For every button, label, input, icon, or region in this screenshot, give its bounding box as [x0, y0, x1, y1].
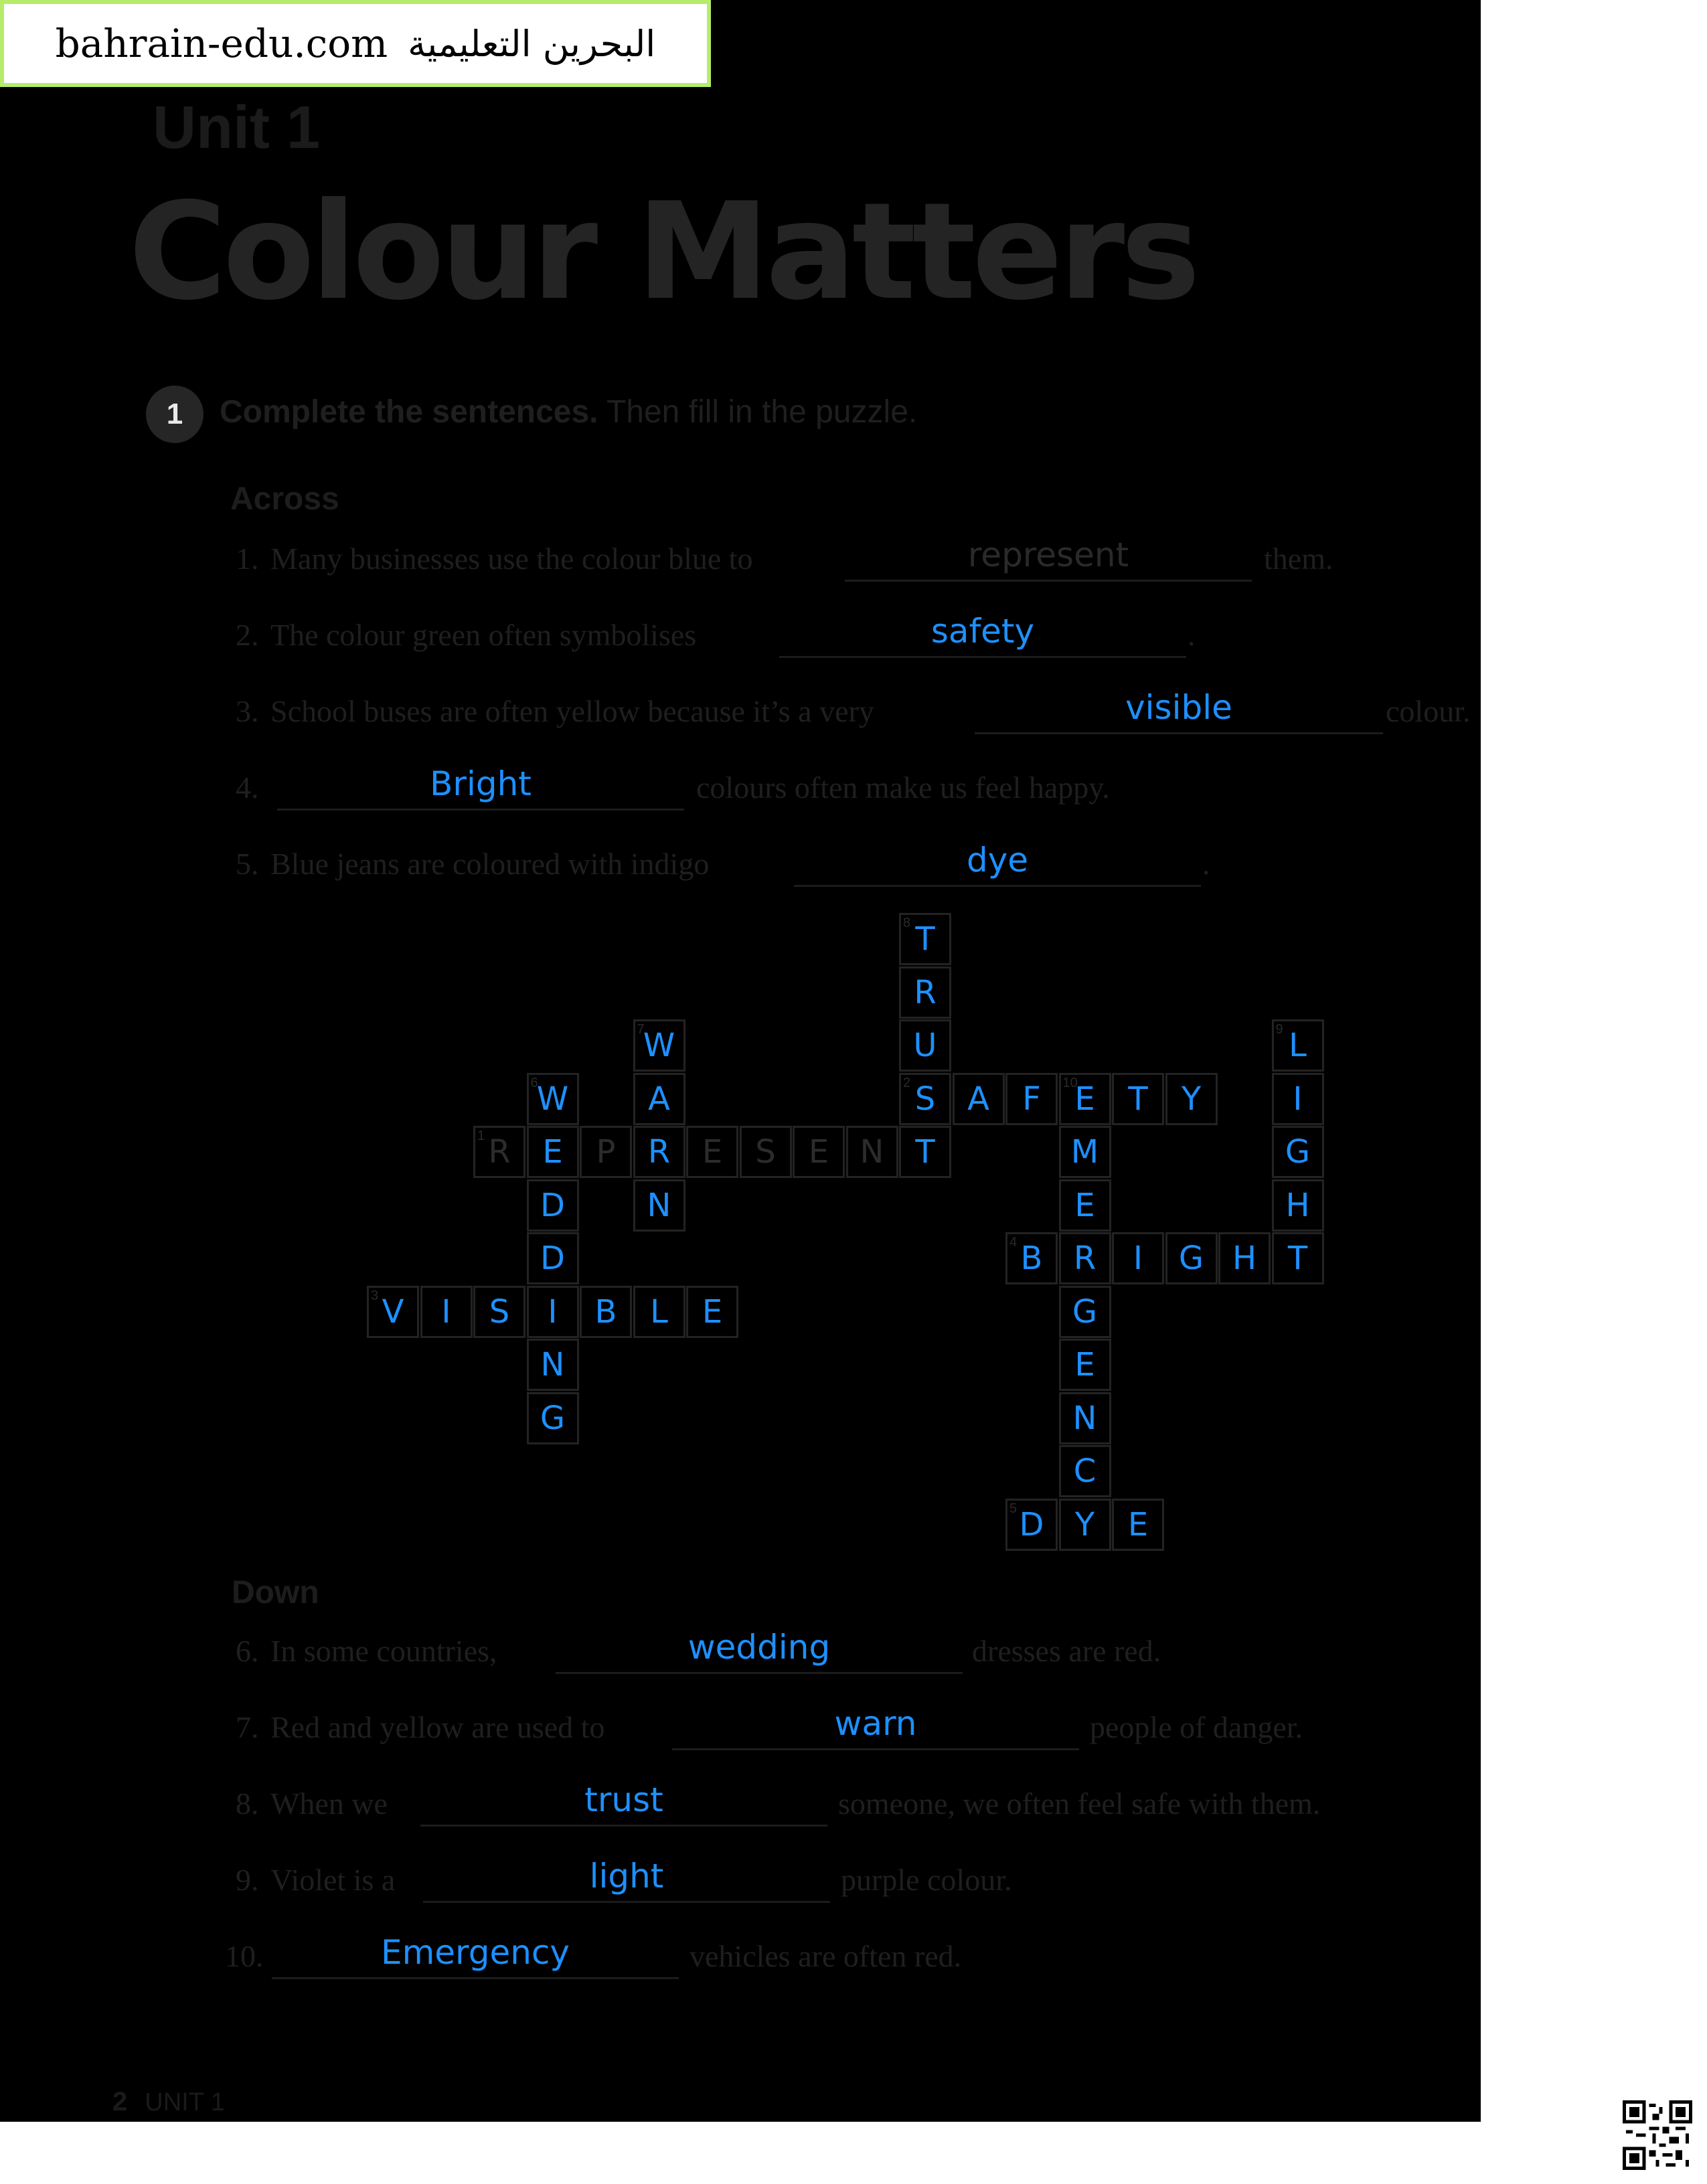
crossword-letter: N [1072, 1399, 1097, 1437]
site-banner[interactable] [0, 0, 711, 87]
crossword-letter: G [1178, 1240, 1204, 1277]
clue-text-after: purple colour. [841, 1863, 1012, 1897]
instruction-bold: Complete the sentences. [220, 394, 598, 430]
crossword-letter: A [648, 1080, 670, 1118]
crossword-cell[interactable] [686, 1126, 738, 1178]
crossword-letter: R [914, 973, 937, 1011]
crossword-cell[interactable] [633, 1126, 685, 1178]
clue-number: 9. [236, 1863, 259, 1897]
answer-blank[interactable] [423, 1857, 830, 1903]
clue-text-before: The colour green often symbolises [270, 618, 697, 652]
crossword-letter: G [1072, 1292, 1098, 1331]
crossword-cell[interactable] [527, 1073, 579, 1125]
page-number: 2 [112, 2087, 128, 2116]
answer-blank[interactable] [420, 1780, 827, 1827]
crossword-cell[interactable] [527, 1179, 579, 1232]
crossword-cell[interactable] [1059, 1339, 1111, 1391]
site-url: bahrain-edu.com [55, 21, 388, 66]
down-clue-7 [236, 1704, 1374, 1750]
crossword-letter: F [1022, 1080, 1041, 1118]
answer-blank[interactable] [556, 1628, 963, 1674]
crossword-letter: T [1128, 1080, 1148, 1118]
crossword-letter: G [1285, 1133, 1311, 1171]
crossword-cell[interactable] [686, 1286, 738, 1338]
crossword-cell[interactable] [1005, 1499, 1058, 1551]
crossword-clue-number: 5 [1009, 1501, 1018, 1516]
crossword-letter: I [441, 1292, 451, 1331]
crossword-cell[interactable] [1165, 1073, 1218, 1125]
crossword-clue-number: 1 [477, 1128, 485, 1143]
clue-number: 2. [236, 618, 259, 652]
answer-blank[interactable] [272, 1933, 679, 1979]
crossword-letter: N [647, 1186, 671, 1224]
crossword-letter: T [915, 920, 935, 958]
crossword-letter: D [540, 1186, 565, 1224]
down-heading: Down [232, 1575, 319, 1610]
crossword-letter: Y [1074, 1505, 1095, 1543]
crossword-cell[interactable] [899, 1126, 951, 1178]
crossword-cell[interactable] [527, 1339, 579, 1391]
crossword-cell[interactable] [527, 1392, 579, 1444]
crossword-letter: V [382, 1292, 404, 1331]
crossword-cell[interactable] [1059, 1073, 1111, 1125]
crossword-cell[interactable] [846, 1126, 898, 1178]
crossword-letter: E [702, 1133, 723, 1171]
crossword-cell[interactable] [740, 1126, 792, 1178]
crossword-letter: I [548, 1292, 558, 1331]
crossword-letter: R [1073, 1240, 1096, 1277]
crossword-letter: N [860, 1133, 884, 1171]
down-clue-6 [236, 1628, 1374, 1673]
crossword-cell[interactable] [1112, 1499, 1164, 1551]
clue-number: 3. [236, 694, 259, 728]
crossword-cell[interactable] [1059, 1392, 1111, 1444]
crossword-cell[interactable] [1218, 1232, 1271, 1284]
crossword-letter: E [808, 1133, 829, 1171]
crossword-cell[interactable] [527, 1286, 579, 1338]
clue-text-before: In some countries, [270, 1634, 497, 1668]
clue-text-after: colour. [1386, 694, 1471, 728]
clue-number: 1. [236, 541, 259, 576]
crossword-cell[interactable] [953, 1073, 1005, 1125]
answer-text: light [589, 1857, 664, 1896]
crossword-cell[interactable] [473, 1286, 525, 1338]
answer-text: trust [584, 1780, 663, 1819]
crossword-letter: E [1127, 1505, 1149, 1543]
crossword-cell[interactable] [1272, 1126, 1324, 1178]
answer-text: dye [966, 841, 1029, 879]
crossword-cell[interactable] [1059, 1445, 1111, 1497]
answer-text: safety [930, 612, 1035, 651]
down-clue-10 [225, 1933, 1363, 1979]
clue-number: 6. [236, 1634, 259, 1668]
crossword-cell[interactable] [1059, 1232, 1111, 1284]
crossword-cell[interactable] [1059, 1179, 1111, 1232]
down-clue-8 [236, 1780, 1441, 1826]
crossword-cell[interactable] [1165, 1232, 1218, 1284]
crossword-letter: Y [1181, 1080, 1202, 1118]
crossword-letter: I [1133, 1240, 1143, 1277]
answer-text: Bright [430, 764, 532, 803]
crossword-clue-number: 7 [637, 1022, 645, 1037]
crossword-letter: D [1019, 1505, 1044, 1543]
crossword-cell[interactable] [1059, 1499, 1111, 1551]
answer-blank[interactable] [672, 1704, 1079, 1750]
crossword-letter: E [542, 1133, 563, 1171]
clue-text-after: . [1188, 618, 1196, 652]
crossword-letter: L [1289, 1027, 1307, 1064]
crossword-cell[interactable] [1005, 1232, 1058, 1284]
page-footer [112, 2087, 225, 2117]
crossword-clue-number: 3 [371, 1288, 379, 1303]
crossword-letter: S [489, 1292, 510, 1331]
clue-number: 7. [236, 1710, 259, 1744]
crossword-letter: W [536, 1080, 569, 1118]
crossword-cell[interactable] [1272, 1232, 1324, 1284]
crossword-letter: D [540, 1240, 565, 1277]
crossword-cell[interactable] [1272, 1073, 1324, 1125]
crossword-cell[interactable] [633, 1179, 685, 1232]
crossword-clue-number: 4 [1009, 1235, 1018, 1250]
crossword-letter: L [650, 1292, 668, 1331]
crossword-letter: U [913, 1027, 937, 1064]
crossword-letter: E [1074, 1346, 1095, 1383]
crossword-letter: G [540, 1399, 566, 1437]
crossword-letter: B [1020, 1240, 1043, 1277]
crossword-letter: N [540, 1346, 565, 1383]
crossword-cell[interactable] [633, 1073, 685, 1125]
site-name-arabic: البحرين التعليمية [408, 22, 656, 65]
crossword-cell[interactable] [899, 913, 951, 965]
crossword-cell[interactable] [899, 1019, 951, 1072]
crossword-clue-number: 8 [903, 916, 911, 930]
clue-number: 8. [236, 1786, 259, 1821]
clue-text-before: Violet is a [270, 1863, 396, 1897]
crossword-cell[interactable] [899, 1073, 951, 1125]
crossword-cell[interactable] [1112, 1073, 1164, 1125]
crossword-cell[interactable] [367, 1286, 419, 1338]
crossword-clue-number: 10 [1062, 1075, 1078, 1090]
crossword-letter: S [755, 1133, 776, 1171]
clue-text-before: Red and yellow are used to [270, 1710, 605, 1744]
answer-text: Emergency [380, 1933, 570, 1972]
crossword-letter: H [1285, 1186, 1310, 1224]
crossword-letter: E [702, 1292, 723, 1331]
crossword-letter: C [1073, 1452, 1096, 1490]
clue-text-before: Blue jeans are coloured with indigo [270, 847, 710, 881]
clue-text-after: someone, we often feel safe with them. [838, 1786, 1321, 1821]
crossword-letter: T [915, 1133, 935, 1171]
clue-number: 4. [236, 770, 259, 805]
crossword-clue-number: 6 [530, 1075, 538, 1090]
crossword-cell[interactable] [1272, 1179, 1324, 1232]
clue-text-after: vehicles are often red. [689, 1939, 962, 1973]
unit-title: Colour Matters [129, 174, 1197, 330]
crossword-cell[interactable] [527, 1232, 579, 1284]
crossword-clue-number: 2 [903, 1075, 911, 1090]
footer-unit-label: UNIT 1 [145, 2088, 225, 2116]
crossword-cell[interactable] [1059, 1286, 1111, 1338]
crossword-cell[interactable] [793, 1126, 845, 1178]
answer-text: wedding [687, 1628, 831, 1667]
crossword-clue-number: 9 [1275, 1022, 1283, 1037]
answer-text: warn [834, 1704, 917, 1743]
clue-text-before: School buses are often yellow because it’s a very [270, 694, 874, 728]
crossword-letter: S [914, 1080, 936, 1118]
clue-number: 5. [236, 847, 259, 881]
crossword-letter: B [594, 1292, 617, 1331]
crossword-cell[interactable] [633, 1019, 685, 1072]
exercise-number-badge: 1 [146, 386, 204, 443]
crossword-cell[interactable] [899, 967, 951, 1019]
crossword-cell[interactable] [1272, 1019, 1324, 1072]
unit-label: Unit 1 [153, 94, 321, 161]
crossword-letter: H [1232, 1240, 1257, 1277]
clue-text-before: Many businesses use the colour blue to [270, 541, 753, 576]
crossword-letter: E [1074, 1186, 1095, 1224]
crossword-cell[interactable] [473, 1126, 525, 1178]
crossword-cell[interactable] [580, 1126, 632, 1178]
answer-text: visible [1125, 688, 1232, 727]
crossword-cell[interactable] [1005, 1073, 1058, 1125]
clue-text-after: . [1202, 847, 1210, 881]
crossword-cell[interactable] [420, 1286, 473, 1338]
crossword-cell[interactable] [1059, 1126, 1111, 1178]
crossword-letter: A [967, 1080, 989, 1118]
clue-text-after: colours often make us feel happy. [696, 770, 1110, 805]
instruction-rest: Then fill in the puzzle. [598, 394, 918, 430]
answer-text: represent [967, 535, 1129, 574]
clue-text-after: people of danger. [1090, 1710, 1303, 1744]
crossword-letter: T [1287, 1240, 1308, 1277]
crossword-letter: E [1074, 1080, 1095, 1118]
crossword-letter: R [647, 1133, 671, 1171]
crossword-letter: W [643, 1027, 675, 1064]
qr-code-icon [1623, 2100, 1692, 2170]
crossword-letter: R [488, 1133, 511, 1171]
crossword-cell[interactable] [1112, 1232, 1164, 1284]
clue-text-after: them. [1264, 541, 1333, 576]
crossword-cell[interactable] [527, 1126, 579, 1178]
crossword-cell[interactable] [580, 1286, 632, 1338]
clue-text-before: When we [270, 1786, 388, 1821]
across-heading: Across [230, 481, 339, 517]
crossword-letter: P [596, 1133, 616, 1171]
crossword-cell[interactable] [633, 1286, 685, 1338]
down-clue-9 [236, 1857, 1374, 1902]
crossword-letter: M [1070, 1133, 1099, 1171]
clue-number: 10. [225, 1939, 264, 1973]
clue-text-after: dresses are red. [972, 1634, 1161, 1668]
crossword-letter: I [1293, 1080, 1303, 1118]
